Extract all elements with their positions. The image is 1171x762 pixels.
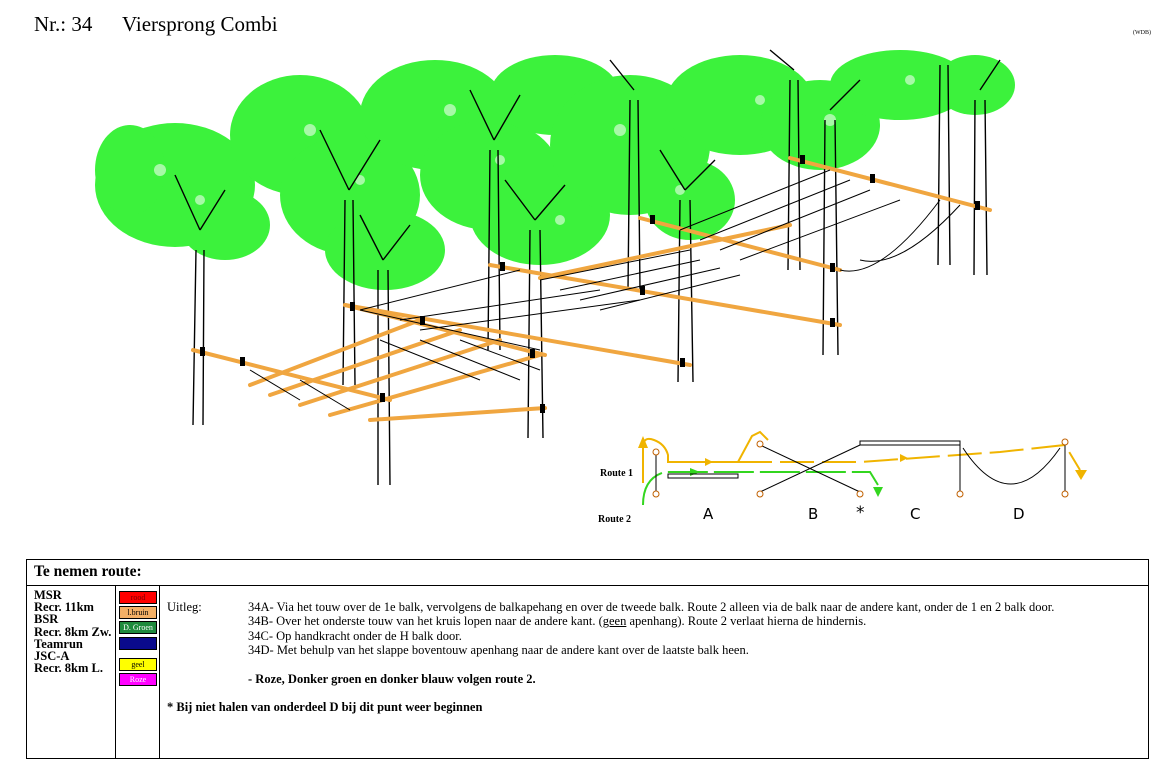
tree-foliage [95, 50, 1015, 290]
explain-lines [248, 600, 1054, 657]
section-label-c: C [910, 505, 921, 523]
course-item: Recr. 11km [34, 600, 94, 615]
color-swatch-pink: Roze [119, 673, 157, 686]
section-label-a: A [703, 505, 714, 523]
color-swatch-yellow: geel [119, 658, 157, 671]
route1-path-a [643, 432, 768, 483]
route-heading: Te nemen route: [27, 560, 1148, 586]
section-label-star: * [856, 503, 865, 523]
route2-note: - Roze, Donker groen en donker blauw volgen route 2. [248, 672, 536, 686]
page-title: Viersprong Combi [122, 12, 278, 36]
author-code: (WDB) [1133, 30, 1151, 36]
color-swatch-dark-blue [119, 637, 157, 650]
route2-label: Route 2 [598, 514, 632, 525]
course-list [27, 586, 116, 758]
course-item: JSC-A [34, 649, 70, 664]
explain-line-d: 34D- Met behulp van het slappe boventouw apenhang naar de andere kant over de laatste balk heen. [248, 642, 749, 657]
route1-path-rest [738, 445, 1080, 470]
course-item: BSR [34, 612, 59, 627]
explain-label: Uitleg: [167, 600, 202, 614]
course-item: Recr. 8km L. [34, 661, 103, 676]
route-info-box [26, 559, 1149, 759]
section-label-b: B [808, 505, 819, 523]
color-swatch-red: rood [119, 591, 157, 604]
explain-line-a: 34A- Via het touw over de 1e balk, vervolgens de balkapehang en over de tweede balk. Route 2 alleen via de balk naar de andere kant, onder de 1 en 2 balk door. [248, 600, 1055, 614]
course-item: MSR [34, 588, 62, 602]
explain-line-c: 34C- Op handkracht onder de H balk door. [248, 628, 462, 643]
color-swatch-light-brown: l.bruin [119, 606, 157, 619]
route-diagram [638, 432, 1087, 505]
course-item: Teamrun [34, 636, 83, 651]
route2-path [643, 472, 878, 505]
route1-label: Route 1 [600, 468, 634, 479]
color-swatch-dark-green: D. Groen [119, 621, 157, 634]
exercise-number: Nr.: 34 [34, 12, 93, 36]
course-item: Recr. 8km Zw. [34, 624, 112, 639]
explain-line-b: 34B- Over het onderste touw van het kruis lopen naar de andere kant. (geen apenhang). Route 2 verlaat hierna de hindernis. [248, 614, 867, 629]
section-label-d: D [1013, 505, 1025, 523]
restart-note: * Bij niet halen van onderdeel D bij dit punt weer beginnen [167, 700, 483, 714]
color-swatch-column [116, 586, 160, 758]
